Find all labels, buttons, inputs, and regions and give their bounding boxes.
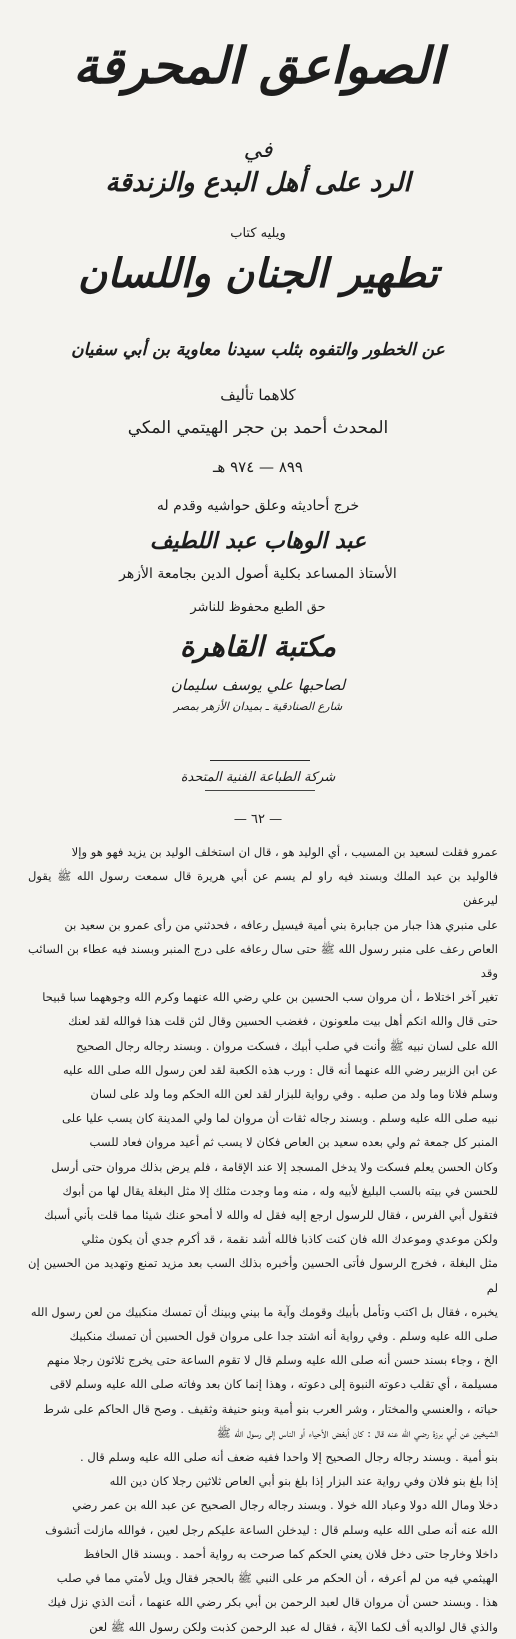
- text-line: على منبري هذا جبار من جبابرة بني أمية فيسيل رعافه ، فحدثني من رأى عمرو بن سعيد بن: [64, 917, 498, 932]
- text-line: تغير آخر اختلاط ، أن مروان سب الحسين بن علي رضي الله عنهما وكرم الله وجوههما سبا قبيحا: [42, 990, 498, 1005]
- text-line: ولكن موعدي وموعدك الله فان كنت كاذبا فالله أشد نقمة ، قد أكرم جدي أن يكون مثلي: [81, 1232, 498, 1247]
- text-line: العاص رعف على منبر رسول الله ﷺ حتى سال رعافه على درج المنبر وبسند فيه عطاء بن السائب وقد: [28, 941, 498, 981]
- book-title: الصواعق المحرقة: [73, 36, 443, 95]
- text-line: المنبر كل جمعة ثم ولي بعده سعيد بن العاص فكان لا يسب ثم أعيد مروان فعاد للسب: [89, 1135, 498, 1150]
- text-line: حياته ، والعنسي والمختار ، وشر العرب بنو أمية وبنو حنيفة وثقيف . وصح قال الحاكم على شرط: [43, 1401, 498, 1416]
- page-number: — ٦٢ —: [233, 812, 283, 827]
- text-line: مثل البغلة ، فخرج الرسول فأتى الحسين وأخبره بذلك السب بعد مزيد تمنع وتهديد من الحسين إن لم: [28, 1256, 498, 1295]
- author-dates: ٨٩٩ — ٩٧٤ هـ: [213, 458, 303, 476]
- publisher-name: مكتبة القاهرة: [179, 630, 336, 663]
- editor-title: الأستاذ المساعد بكلية أصول الدين بجامعة الأزهر: [119, 566, 397, 582]
- text-line: عمرو فقلت لسعيد بن المسيب ، أي الوليد هو ، قال ان استخلف الوليد بن يزيد فهو هو وإلا: [71, 845, 498, 859]
- book-subtitle: الرد على أهل البدع والزندقة: [105, 168, 411, 198]
- title-connector: في: [243, 138, 273, 163]
- text-line: فالوليد بن عبد الملك وبسند فيه راو لم يسم عن أبي هريرة قال سمعت رسول الله ﷺ يقول ليرعفن: [28, 869, 498, 908]
- text-line: عن ابن الزبير رضي الله عنهما أنه قال : ورب هذه الكعبة لقد لعن رسول الله صلى الله عليه: [62, 1062, 498, 1077]
- text-line: حتى قال والله انكم أهل بيت ملعونون ، فغضب الحسين وقال لئن قلت هذا فوالله لقد لعنك: [68, 1014, 498, 1029]
- followed-by-label: ويليه كتاب: [230, 226, 286, 241]
- text-line: فتقول أبي الفرس ، فقال للرسول ارجع إليه فقل له والله لا أمحو عنك شيئا مما قلت بأني أسبك: [44, 1208, 498, 1223]
- text-line: والذي قال لوالديه أف لكما الآية ، فقال له عبد الرحمن كذبت ولكن رسول الله ﷺ لعن: [89, 1619, 498, 1634]
- body-text: [28, 840, 498, 1639]
- text-line: إذا بلغ بنو فلان وفي رواية عند البزار إذا بلغ بنو أبي العاص ثلاثين رجلا كان دين الله: [109, 1474, 498, 1489]
- text-line: يخبره ، فقال بل اكتب وتأمل بأبيك وقومك وآية ما بيني وبينك أن تمسك منكبيك من لعن رسول الله: [30, 1304, 498, 1319]
- text-line: للحسن في بيته بالسب البليغ لأبيه وله ، منه وما وجدت مثلك إلا مثل البغلة يقال لها من أبوك: [62, 1183, 498, 1198]
- copyright-notice: حق الطبع محفوظ للناشر: [190, 600, 326, 615]
- authorship-label: كلاهما تأليف: [220, 386, 296, 404]
- text-line: مسيلمة ، أي تقلب دعوته النبوة إلى دعوته ، وهذا إنما كان بعد وفاته صلى الله عليه وسلم لاقى: [49, 1377, 498, 1392]
- text-line: الله عنه أنه صلى الله عليه وسلم قال : ليدخلن الساعة عليكم رجل لعين ، فوالله مازلت أتشوف: [45, 1522, 498, 1537]
- publisher-owner: لصاحبها علي يوسف سليمان: [170, 676, 346, 694]
- author-name: المحدث أحمد بن حجر الهيتمي المكي: [127, 418, 389, 438]
- printer-rule: [205, 790, 315, 791]
- text-line: صلى الله عليه وسلم . وفي رواية أنه اشتد جدا على مروان قول الحسين أن تمسك منكبيك: [69, 1329, 498, 1344]
- text-line: وكان الحسن يعلم فسكت ولا يدخل المسجد إلا عند الإقامة ، فلم يرض بذلك مروان حتى أرسل: [51, 1159, 498, 1174]
- second-book-title: تطهير الجنان واللسان: [77, 250, 439, 297]
- text-line: دخلا ومال الله دولا وعباد الله خولا . وبسند رجاله رجال الصحيح عن عبد الله بن عمر رضي: [72, 1498, 498, 1513]
- publisher-address: شارع الصنادقية ـ بميدان الأزهر بمصر: [173, 700, 343, 713]
- text-line: وسلم فلانا وما ولد من صلبه . وفي رواية للبزار لقد لعن الله الحكم وما ولد على لسان: [90, 1087, 498, 1102]
- editor-credit-line: خرج أحاديثه وعلق حواشيه وقدم له: [156, 498, 360, 514]
- editor-name: عبد الوهاب عبد اللطيف: [149, 528, 367, 554]
- text-line: الخ ، وجاء بسند حسن أنه صلى الله عليه وسلم قال لا تقوم الساعة حتى يخرج ثلاثون رجلا منهم: [46, 1353, 498, 1368]
- printer-name: شركة الطباعة الفنية المتحدة: [180, 770, 336, 785]
- text-line: الله على لسان نبيه ﷺ وأنت في صلب أبيك ، فسكت مروان . وبسند رجاله رجال الصحيح: [76, 1038, 498, 1053]
- text-line: بنو أمية . وبسند رجاله رجال الصحيح إلا واحدا ففيه ضعف أنه صلى الله عليه وسلم قال .: [79, 1450, 498, 1465]
- text-line: الشيخين عن أبي برزة رضي الله عنه قال : كان أبغض الأحياء أو الناس إلى رسول الله ﷺ: [216, 1425, 498, 1440]
- section-divider: [210, 760, 310, 761]
- second-book-subtitle: عن الخطور والتفوه بثلب سيدنا معاوية بن أبي سفيان: [71, 340, 445, 360]
- text-line: داخلا وخارجا حتى دخل فلان يعني الحكم كما صرحت به رواية أحمد . وبسند قال الحافظ: [83, 1546, 498, 1561]
- text-line: نبيه صلى الله عليه وسلم . وبسند رجاله ثقات أن مروان لما ولي المدينة كان يسب عليا على: [61, 1111, 498, 1126]
- text-line: الهيثمي فيه من لم أعرفه ، أن الحكم مر على النبي ﷺ بالحجر فقال ويل لأمتي مما في صلب: [56, 1571, 498, 1586]
- text-line: هذا . وبسند حسن أن مروان قال لعبد الرحمن بن أبي بكر رضي الله عنهما ، أنت الذي نزل فيك: [47, 1595, 498, 1610]
